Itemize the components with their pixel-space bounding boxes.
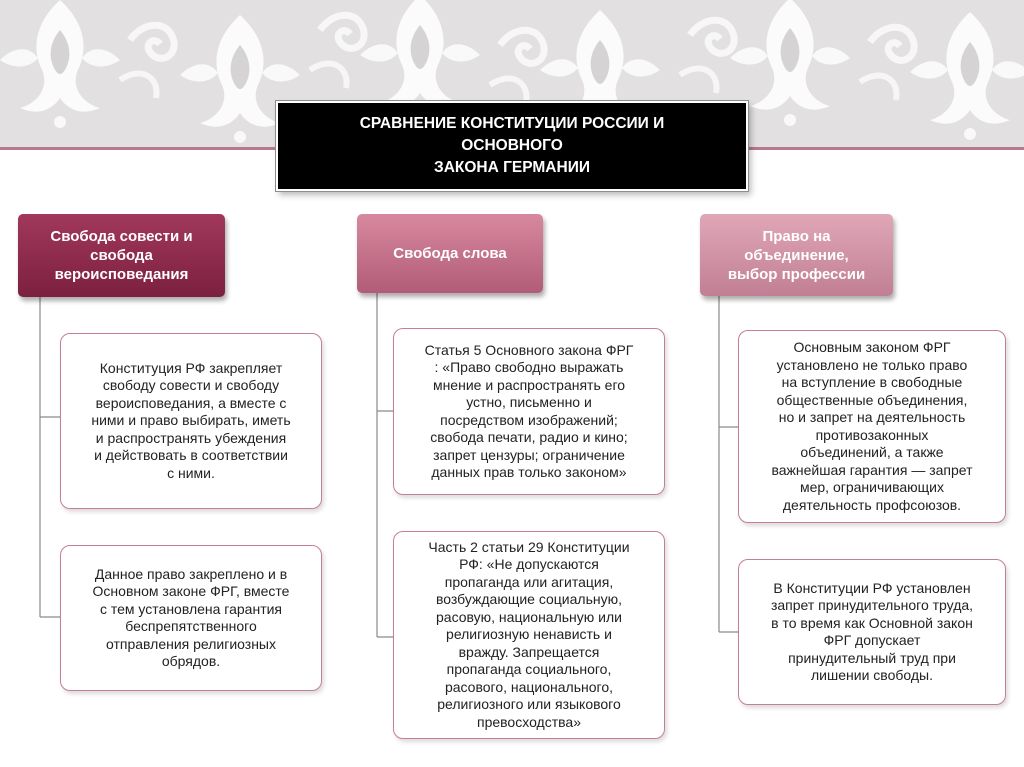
title-line: СРАВНЕНИЕ КОНСТИТУЦИИ РОССИИ И: [359, 115, 665, 132]
card-line: в то время как Основной закон: [771, 614, 973, 631]
heading-line: вероисповедания: [54, 266, 189, 283]
card-speech-frg: [393, 328, 665, 495]
card-line: В Конституции РФ установлен: [773, 579, 971, 596]
title-line: ЗАКОНА ГЕРМАНИИ: [434, 159, 590, 176]
card-line: но и запрет на деятельность: [778, 409, 966, 425]
card-line: отправления религиозных: [105, 635, 276, 652]
card-line: Статья 5 Основного закона ФРГ: [424, 341, 634, 358]
card-line: мнение и распространять его: [432, 376, 626, 393]
card-line: расовую, национальную или: [436, 608, 622, 625]
card-line: вероисповедания, а вместе с: [95, 394, 287, 411]
title-line: ОСНОВНОГО: [461, 137, 563, 154]
card-line: пропаганда или агитация,: [444, 573, 614, 590]
card-line: обрядов.: [161, 653, 221, 669]
card-line: Данное право закреплено и в: [94, 565, 288, 582]
card-line: важнейшая гарантия — запрет: [771, 461, 973, 478]
card-line: данных прав только законом»: [431, 464, 627, 480]
card-line: противозаконных: [815, 426, 929, 443]
card-line: ФРГ допускает: [823, 632, 921, 648]
card-line: и действовать в соответствии: [94, 447, 288, 464]
card-line: Часть 2 статьи 29 Конституции: [428, 538, 630, 555]
heading-line: выбор профессии: [727, 265, 866, 283]
card-line: : «Право свободно выражать: [434, 359, 624, 375]
card-line: и распространять убеждения: [95, 429, 287, 446]
heading-right-to-association: [700, 214, 893, 296]
card-line: с ними.: [167, 464, 215, 481]
card-line: мер, ограничивающих: [799, 479, 944, 495]
card-line: РФ: «Не допускаются: [459, 556, 599, 573]
card-line: Основным законом ФРГ: [793, 339, 951, 355]
card-line: Основном законе ФРГ, вместе: [92, 583, 290, 599]
card-line: общественные объединения,: [776, 391, 968, 408]
card-association-rf: [738, 559, 1006, 705]
heading-line: Право на: [762, 227, 831, 245]
card-line: религиозную ненависть и: [446, 626, 612, 643]
card-line: посредством изображений;: [440, 411, 618, 428]
card-conscience-rf: [60, 333, 322, 509]
card-line: возбуждающие социальную,: [435, 591, 622, 608]
card-line: устно, письменно и: [466, 394, 592, 410]
card-line: объединений, а также: [800, 444, 944, 460]
card-line: на вступление в свободные: [781, 374, 963, 390]
card-association-frg: [738, 330, 1006, 523]
heading-line: свобода: [90, 247, 153, 264]
heading-line: Свобода совести и: [50, 228, 193, 245]
card-speech-rf: [393, 531, 665, 739]
heading-freedom-of-speech: [357, 214, 543, 293]
card-line: свободу совести и свободу: [102, 377, 280, 394]
card-line: лишении свободы.: [811, 667, 933, 683]
card-line: свобода печати, радио и кино;: [430, 429, 628, 445]
card-line: установлено не только право: [776, 356, 968, 373]
card-line: беспрепятственного: [125, 618, 257, 634]
card-line: принудительный труд при: [788, 649, 956, 666]
card-line: Конституция РФ закрепляет: [99, 359, 283, 376]
card-line: ними и право выбирать, иметь: [91, 412, 291, 429]
heading-freedom-of-conscience: [18, 214, 225, 297]
heading-line: объединение,: [744, 246, 849, 264]
card-line: с тем установлена гарантия: [99, 600, 283, 617]
card-line: расового, национального,: [444, 678, 614, 695]
card-line: пропаганда социального,: [446, 661, 612, 678]
card-conscience-frg: [60, 545, 322, 691]
heading-line: Свобода слова: [393, 245, 507, 262]
card-line: религиозного или языкового: [437, 696, 621, 713]
card-line: запрет цензуры; ограничение: [433, 446, 625, 463]
card-line: деятельность профсоюзов.: [782, 496, 962, 513]
card-line: запрет принудительного труда,: [770, 597, 974, 613]
card-line: превосходства»: [477, 713, 581, 730]
card-line: вражду. Запрещается: [458, 643, 600, 660]
page-title: [278, 103, 746, 189]
